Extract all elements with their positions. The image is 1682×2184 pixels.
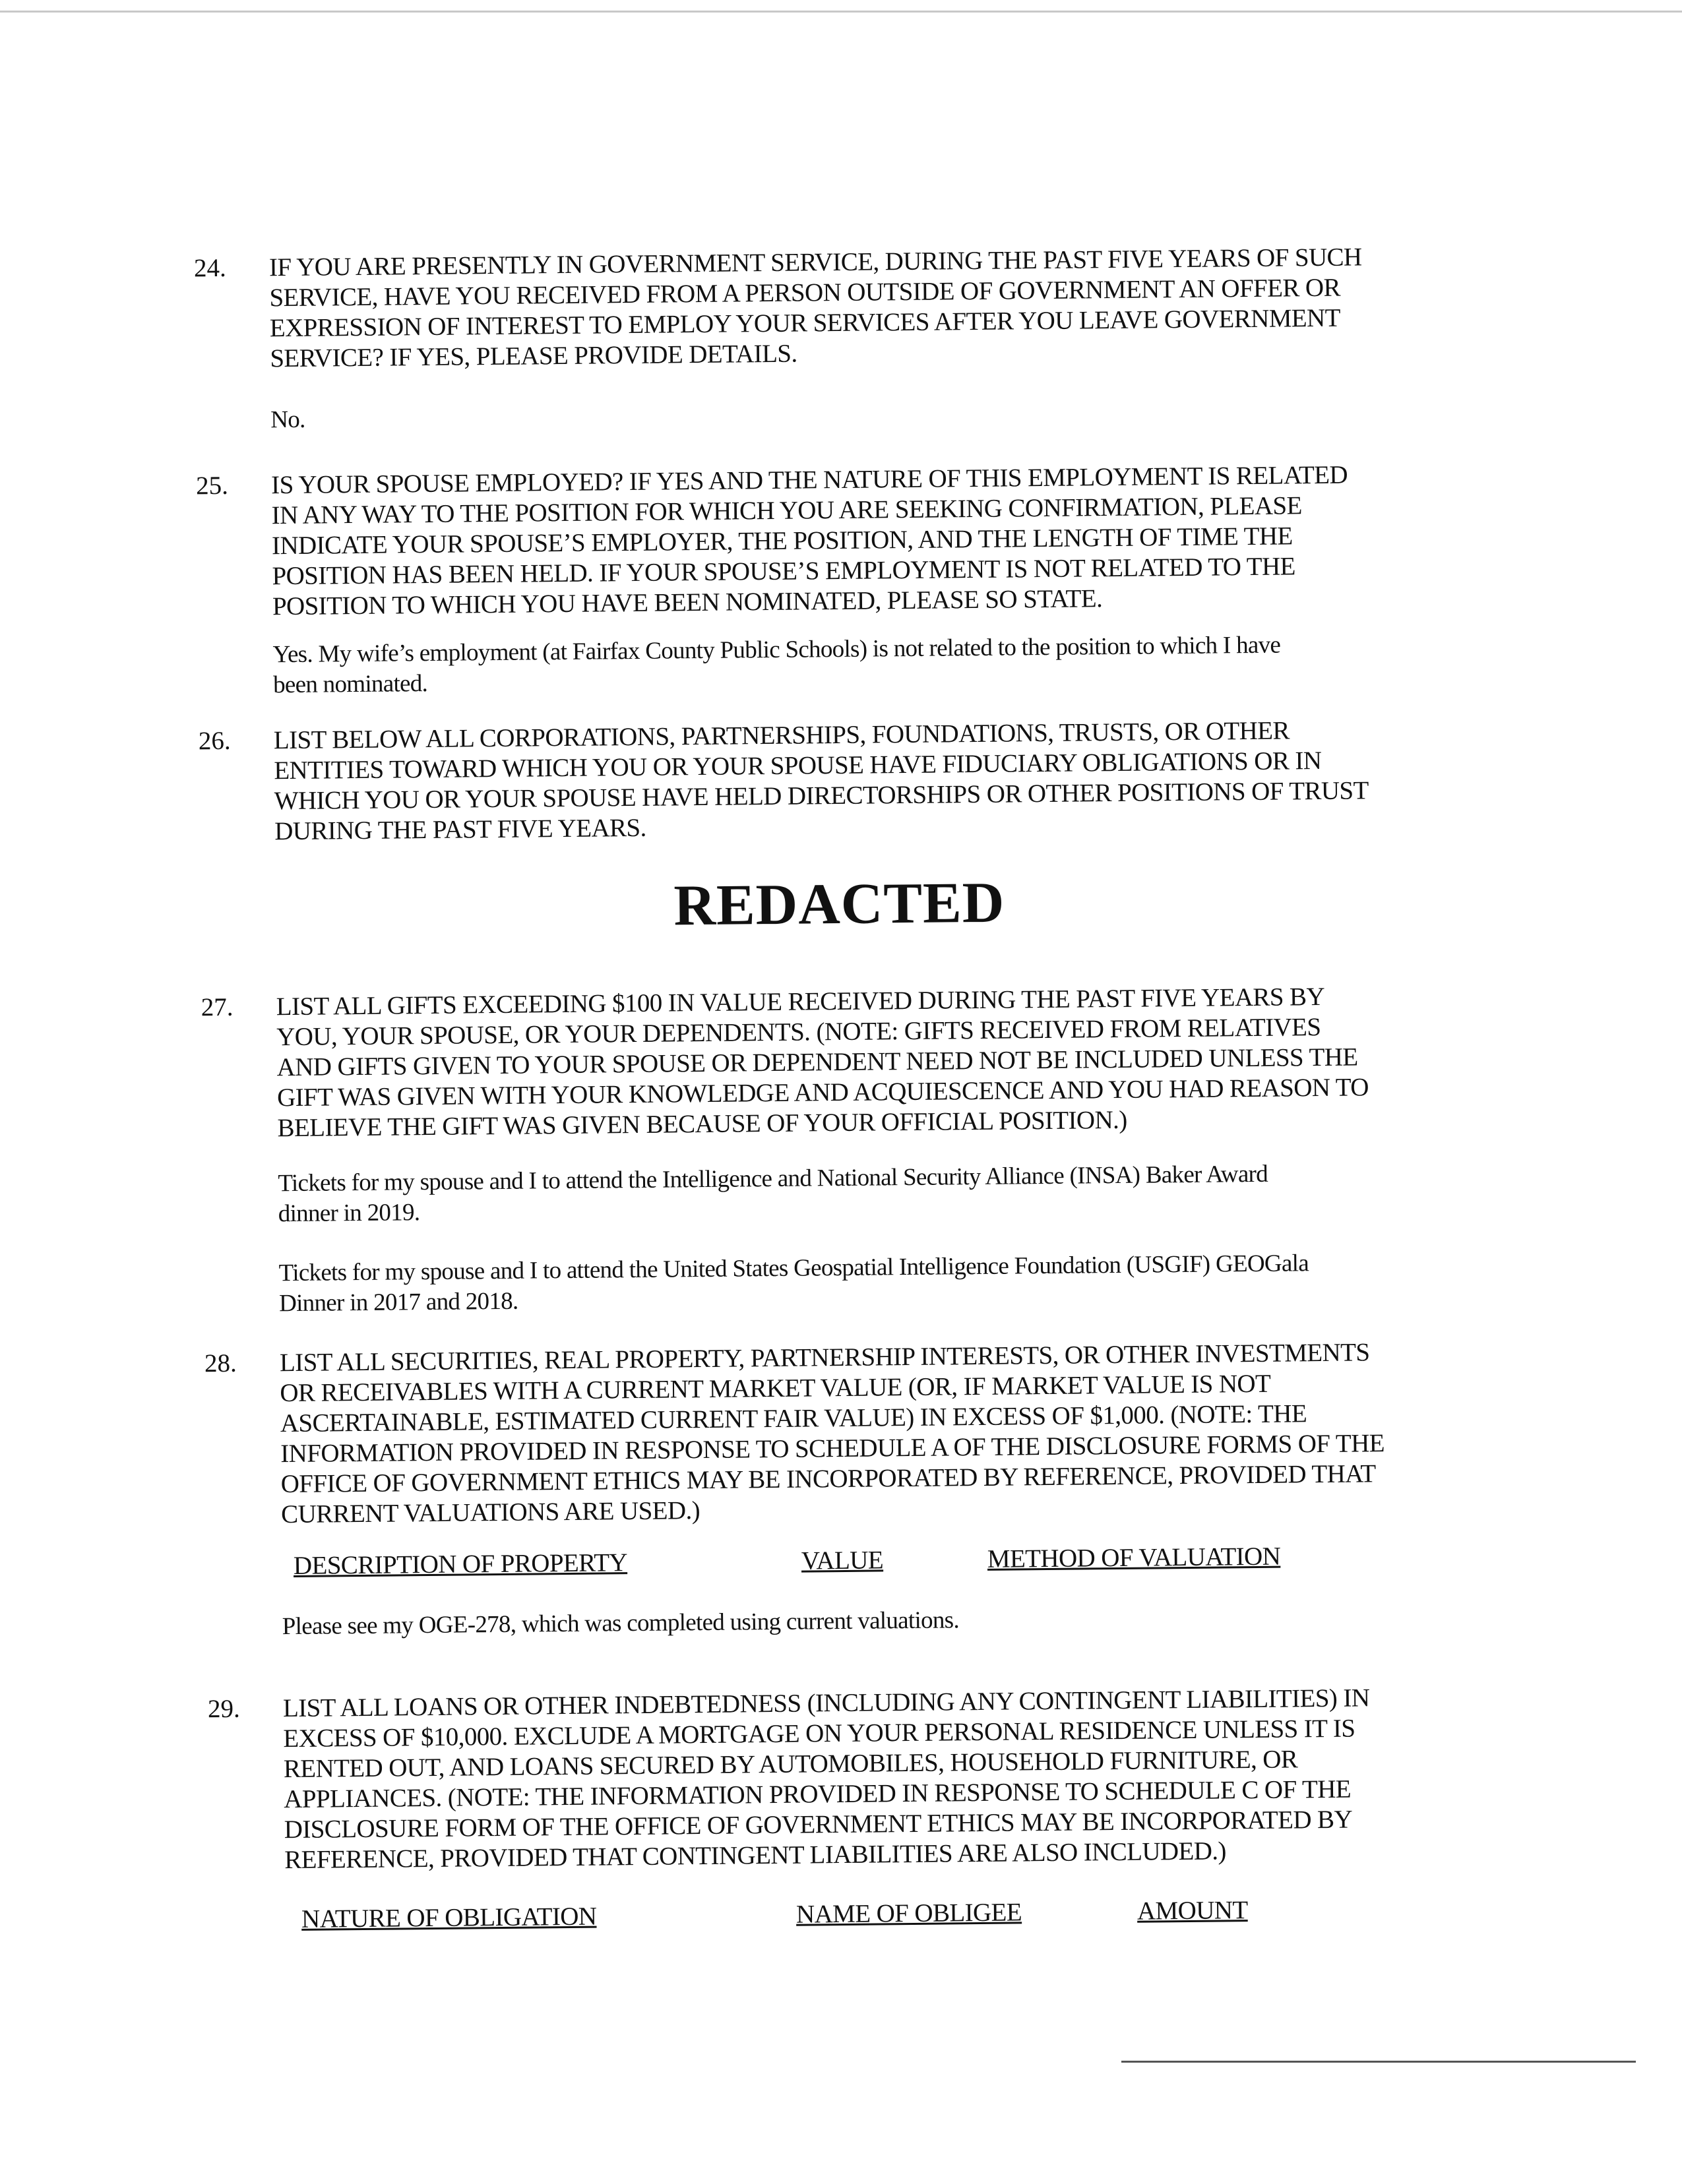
question-text: REFERENCE, PROVIDED THAT CONTINGENT LIABILITIES ARE ALSO INCLUDED.) [284, 1836, 1227, 1875]
gift-entry: dinner in 2019. [278, 1199, 420, 1228]
question-text: INFORMATION PROVIDED IN RESPONSE TO SCHEDULE A OF THE DISCLOSURE FORMS OF THE [280, 1429, 1385, 1469]
question-text: LIST ALL LOANS OR OTHER INDEBTEDNESS (INCLUDING ANY CONTINGENT LIABILITIES) IN [282, 1684, 1370, 1723]
question-text: LIST ALL GIFTS EXCEEDING $100 IN VALUE RECEIVED DURING THE PAST FIVE YEARS BY [276, 982, 1325, 1021]
question-text: DURING THE PAST FIVE YEARS. [274, 813, 646, 846]
question-text: SERVICE? IF YES, PLEASE PROVIDE DETAILS. [270, 339, 797, 373]
question-text: WHICH YOU OR YOUR SPOUSE HAVE HELD DIRECTORSHIPS OR OTHER POSITIONS OF TRUST [274, 776, 1369, 816]
answer-24: No. [270, 406, 305, 434]
question-text: RENTED OUT, AND LOANS SECURED BY AUTOMOBILES, HOUSEHOLD FURNITURE, OR [283, 1745, 1298, 1784]
question-text: YOU, YOUR SPOUSE, OR YOUR DEPENDENTS. (NOTE: GIFTS RECEIVED FROM RELATIVES [276, 1013, 1321, 1052]
answer-25: been nominated. [272, 669, 428, 699]
question-text: ENTITIES TOWARD WHICH YOU OR YOUR SPOUSE HAVE FIDUCIARY OBLIGATIONS OR IN [274, 746, 1322, 785]
question-24 [193, 241, 1447, 373]
answer-28: Please see my OGE-278, which was completed using current valuations. [282, 1606, 960, 1641]
question-text: EXPRESSION OF INTEREST TO EMPLOY YOUR SERVICES AFTER YOU LEAVE GOVERNMENT [269, 303, 1341, 343]
question-27 [201, 981, 1454, 1143]
question-number: 28. [204, 1349, 237, 1378]
question-text: ASCERTAINABLE, ESTIMATED CURRENT FAIR VALUE) IN EXCESS OF $1,000. (NOTE: THE [280, 1399, 1307, 1438]
question-number: 26. [198, 726, 231, 756]
column-header-amount: AMOUNT [1137, 1896, 1248, 1926]
question-text: OR RECEIVABLES WITH A CURRENT MARKET VALUE (OR, IF MARKET VALUE IS NOT [280, 1369, 1271, 1408]
question-text: BELIEVE THE GIFT WAS GIVEN BECAUSE OF YOUR OFFICIAL POSITION.) [277, 1105, 1127, 1143]
question-text: GIFT WAS GIVEN WITH YOUR KNOWLEDGE AND ACQUIESCENCE AND YOU HAD REASON TO [276, 1073, 1369, 1112]
question-text: DISCLOSURE FORM OF THE OFFICE OF GOVERNMENT ETHICS MAY BE INCORPORATED BY [284, 1805, 1353, 1844]
question-text: LIST BELOW ALL CORPORATIONS, PARTNERSHIPS, FOUNDATIONS, TRUSTS, OR OTHER [273, 716, 1290, 755]
column-header-description: DESCRIPTION OF PROPERTY [293, 1548, 628, 1581]
column-header-method: METHOD OF VALUATION [987, 1542, 1281, 1573]
question-text: IS YOUR SPOUSE EMPLOYED? IF YES AND THE NATURE OF THIS EMPLOYMENT IS RELATED [270, 460, 1348, 500]
question-text: APPLIANCES. (NOTE: THE INFORMATION PROVIDED IN RESPONSE TO SCHEDULE C OF THE [284, 1774, 1352, 1814]
answer-25: Yes. My wife’s employment (at Fairfax County Public Schools) is not related to the position to which I have [272, 631, 1281, 669]
question-text: INDICATE YOUR SPOUSE’S EMPLOYER, THE POSITION, AND THE LENGTH OF TIME THE [271, 522, 1293, 561]
question-25 [195, 459, 1449, 621]
question-text: AND GIFTS GIVEN TO YOUR SPOUSE OR DEPENDENT NEED NOT BE INCLUDED UNLESS THE [276, 1043, 1358, 1082]
question-text: EXCESS OF $10,000. EXCLUDE A MORTGAGE ON YOUR PERSONAL RESIDENCE UNLESS IT IS [283, 1714, 1355, 1753]
question-text: LIST ALL SECURITIES, REAL PROPERTY, PARTNERSHIP INTERESTS, OR OTHER INVESTMENTS [279, 1338, 1370, 1378]
footer-rule [1121, 2061, 1636, 2063]
redacted-stamp: REDACTED [673, 870, 1005, 938]
question-text: OFFICE OF GOVERNMENT ETHICS MAY BE INCORPORATED BY REFERENCE, PROVIDED THAT [280, 1459, 1376, 1499]
column-header-obligee: NAME OF OBLIGEE [795, 1898, 1022, 1929]
question-text: SERVICE, HAVE YOU RECEIVED FROM A PERSON OUTSIDE OF GOVERNMENT AN OFFER OR [269, 273, 1341, 313]
question-29 [207, 1682, 1461, 1875]
gift-entry: Dinner in 2017 and 2018. [278, 1287, 518, 1318]
gift-entry: Tickets for my spouse and I to attend the Intelligence and National Security Alliance (INSA) Baker Award [278, 1160, 1268, 1198]
question-number: 24. [193, 253, 226, 283]
question-text: POSITION TO WHICH YOU HAVE BEEN NOMINATED, PLEASE SO STATE. [272, 584, 1103, 621]
column-header-value: VALUE [801, 1546, 884, 1575]
question-text: POSITION HAS BEEN HELD. IF YOUR SPOUSE’S EMPLOYMENT IS NOT RELATED TO THE [272, 552, 1295, 591]
question-text: IF YOU ARE PRESENTLY IN GOVERNMENT SERVICE, DURING THE PAST FIVE YEARS OF SUCH [268, 243, 1362, 282]
question-text: CURRENT VALUATIONS ARE USED.) [280, 1496, 701, 1529]
question-number: 29. [207, 1694, 240, 1724]
gift-entry: Tickets for my spouse and I to attend the United States Geospatial Intelligence Foundation (USGIF) GEOGala [278, 1250, 1309, 1287]
question-text: IN ANY WAY TO THE POSITION FOR WHICH YOU ARE SEEKING CONFIRMATION, PLEASE [271, 491, 1302, 530]
question-28 [204, 1337, 1458, 1529]
column-header-nature: NATURE OF OBLIGATION [301, 1902, 597, 1933]
question-number: 25. [195, 471, 229, 501]
question-26 [198, 714, 1452, 846]
question-number: 27. [201, 992, 234, 1022]
